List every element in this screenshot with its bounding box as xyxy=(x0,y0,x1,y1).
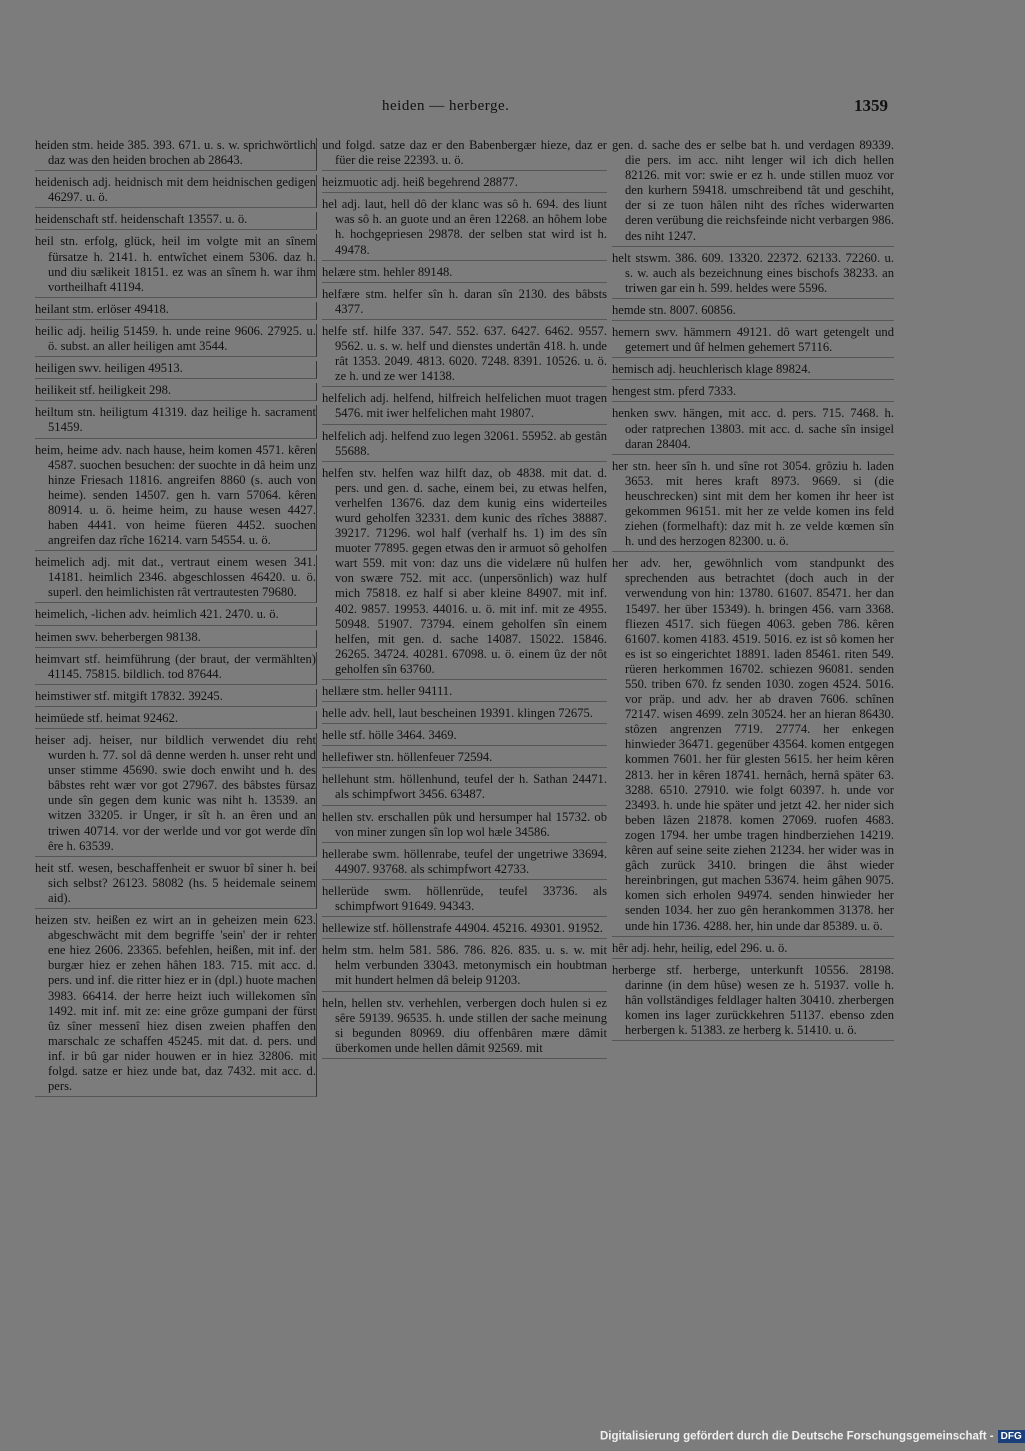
dictionary-entry: hengest stm. pferd 7333. xyxy=(612,384,894,402)
dictionary-entry: her stn. heer sîn h. und sîne rot 3054. grôziu h. laden 3653. mit heres kraft 8973. 9669. si (die heuschrecken) sint mit dem her komen ihr heer ist gekommen 96151. mit her ze velde komen ins feld ziehen (formelhaft): daz mit h. ze velde kœmen sîn h. und des herzogen 82300. u. ö. xyxy=(612,459,894,553)
dictionary-entry: heiser adj. heiser, nur bildlich verwendet diu reht wurden h. 77. sol dâ denne werden h. unser reht und unser stimme 45690. swie doch enwiht und h. des bâbstes reht wær vor got 27967. des bâbstes fürsaz unde sîn gegen dem kunic was niht h. 13539. an witzen 33205. ir Unger, ir sît h. an êren und an triwen 40714. vor der werlde und vor got werde dîn êre h. 63539. xyxy=(35,733,317,857)
footer-credit xyxy=(600,1430,1022,1446)
dictionary-entry: und folgd. satze daz er den Babenbergær hieze, daz er füer die reise 22393. u. ö. xyxy=(322,138,607,171)
dictionary-entry: heimelich, -lichen adv. heimlich 421. 2470. u. ö. xyxy=(35,607,317,625)
dictionary-entry: heimen swv. beherbergen 98138. xyxy=(35,630,317,648)
dictionary-entry: heizen stv. heißen ez wirt an in geheizen mein 623. abgeschwächt mit dem begriffe 'sein' der ir rehter ene hiez 2606. 23365. befehlen, heißen, mit inf. der burgær hiez er zehen hâhen 183. 715. mit acc. d. pers. und inf. die ritter hiez er in (dpl.) huote machen 3983. 66414. der herre heizt iuch willekomen sîn 1492. mit inf. mit ze: eine grôze gumpani der fürst ûz sîner messenî hiez disen zweien phaffen den marschalc ze schaffen 45245. mit dat. d. pers. und inf. ir bû gar nider houwen er in hiez 32806. mit folgd. satze er hiez unde bat, daz 7432. mit acc. d. pers. xyxy=(35,913,317,1097)
dictionary-entry: helt stswm. 386. 609. 13320. 22372. 62133. 72260. u. s. w. auch als bezeichnung eines bischofs 38233. an triwen gar ein h. 599. heldes were 5596. xyxy=(612,251,894,299)
dictionary-entry: hellehunt stm. höllenhund, teufel der h. Sathan 24471. als schimpfwort 3456. 63487. xyxy=(322,772,607,805)
dictionary-entry: hellewize stf. höllenstrafe 44904. 45216. 49301. 91952. xyxy=(322,921,607,939)
dictionary-entry: heilic adj. heilig 51459. h. unde reine 9606. 27925. u. ö. subst. an aller heiligen amt 3544. xyxy=(35,324,317,357)
dictionary-entry: helle stf. hölle 3464. 3469. xyxy=(322,728,607,746)
dictionary-entry: hellen stv. erschallen pûk und hersumper hal 15732. ob von miner zungen sîn lop wol hæle 34586. xyxy=(322,810,607,843)
dictionary-entry: heim, heime adv. nach hause, heim komen 4571. kêren 4587. suochen besuchen: der suochte in dâ heim unz hinze Friesach 11816. angreifen 8860 (s. auch von heime). senden 14507. gen h. varn 57064. kêren 80914. u. ö. heime heim, zu hause wesen 4427. haben 4441. von heime füeren 4452. suochen angreifen daz rîche 16214. varn 54554. u. ö. xyxy=(35,443,317,552)
dictionary-entry: hel adj. laut, hell dô der klanc was sô h. 694. des liunt was sô h. an guote und an êren 12268. an hôhem lobe h. hochgepriesen 29878. der selben stat wird ist h. 49478. xyxy=(322,197,607,260)
dictionary-entry: hellerüde swm. höllenrüde, teufel 33736. als schimpfwort 91649. 94343. xyxy=(322,884,607,917)
dictionary-entry: heiltum stn. heiligtum 41319. daz heilige h. sacrament 51459. xyxy=(35,405,317,438)
column-2 xyxy=(322,138,607,1063)
page-number: 1359 xyxy=(854,96,888,115)
dictionary-entry: heiligen swv. heiligen 49513. xyxy=(35,361,317,379)
dictionary-entry: helfelich adj. helfend zuo legen 32061. 55952. ab gestân 55688. xyxy=(322,429,607,462)
dictionary-entry: hêr adj. hehr, heilig, edel 296. u. ö. xyxy=(612,941,894,959)
dictionary-entry: helære stm. hehler 89148. xyxy=(322,265,607,283)
dictionary-entry: helfelich adj. helfend, hilfreich helfelichen muot tragen 5476. mit iwer helfelichen maht 19807. xyxy=(322,391,607,424)
dictionary-entry: her adv. her, gewöhnlich vom standpunkt des sprechenden aus betrachtet (doch auch in der verwendung von hin: 13780. 61607. 85471. her dan 15497. her über 15349). h. bringen 456. varn 3368. fliezen 4517. sich füegen 4063. geben 786. kêren 61607. komen 4183. 4519. 5016. ez ist sô komen her es ist so eingerichtet 18891. laden 85461. riten 549. rüeren herkommen 16702. schiezen 96081. senden 550. triben 670. fz senden 1030. zogen 4524. 5016. vor präp. und adv. her ab draven 7606. schînen 72147. wisen 4699. zeln 30524. her an hieran 86430. stôzen angrenzen 7719. 27774. her enkegen hinwieder 36471. gegenüber 43564. komen entgegen kommen 7601. her für glesten 5615. her heim kêren 2813. her in kêren 18741. hernâch, hernâ später 63. 3288. 6510. 27910. wie folgt 60397. h. unde vor 23493. h. unde hie später und jetzt 42. her nider sich beben lâzen 21878. komen 27069. ruofen 4683. zogen 1794. her umbe tragen hindberziehen 14219. kêren auf seine seite ziehen 21234. her wider was in gâch zurück 3410. bringen die âhst wieder hereinbringen, gut machen 53674. heim gâhen 9075. komen sich erholen 94974. senden hinwieder her senden 1034. her zuo gên herankommen 31378. her unde hin 1736. 4288. her, hin unde dar 85389. u. ö. xyxy=(612,556,894,936)
dictionary-entry: helfe stf. hilfe 337. 547. 552. 637. 6427. 6462. 9557. 9562. u. s. w. helf und dienstes undertân 418. h. unde rât 1353. 2049. 4813. 6020. 7248. 8391. 10526. u. ö. ze h. und ze wer 14138. xyxy=(322,324,607,387)
dictionary-entry: henken swv. hängen, mit acc. d. pers. 715. 7468. h. oder ratprechen 13803. mit acc. d. sache sîn insigel daran 28404. xyxy=(612,406,894,454)
dictionary-entry: helfen stv. helfen waz hilft daz, ob 4838. mit dat. d. pers. und gen. d. sache, einem bei, zu etwas helfen, verhelfen 13676. daz dem kunig eins widerteiles wurd geholfen 32331. dem kunic des rîches 38887. 39217. 71296. wol half (verhalf hs. 1) im des sîn muoter 77895. gegen etwas den ir armuot sô geholfen wart 559. mit von: daz uns die videlære nû hulfen von swære 752. mit acc. (unpersönlich) waz hulf mich 75818. ez half si aber kleine 84907. mit inf. 402. 9857. 19953. 44016. u. ö. mit inf. mit ze 4955. 50948. 51907. 73794. einem geholfen sîn einem helfen, mit gen. d. sache 14087. 15022. 15846. 26265. 34724. 40281. 67098. u. ö. einem ûz der nôt geholfen sîn 63760. xyxy=(322,466,607,680)
dictionary-entry: heimüede stf. heimat 92462. xyxy=(35,711,317,729)
dictionary-entry: hellære stm. heller 94111. xyxy=(322,684,607,702)
dictionary-entry: heln, hellen stv. verhehlen, verbergen doch hulen si ez sêre 59139. 96535. h. unde stillen der sache meinung si begunden 80969. diu offenbâren mære dâmit überkomen unde hellen dâmit 92569. mit xyxy=(322,996,607,1059)
running-head-title: heiden — herberge. xyxy=(382,98,510,114)
dictionary-entry: heiden stm. heide 385. 393. 671. u. s. w. sprichwörtlich daz was den heiden brochen ab 28643. xyxy=(35,138,317,171)
dictionary-entry: heit stf. wesen, beschaffenheit er swuor bî siner h. bei sich selbst? 26123. 58082 (hs. 5 heidemale seinem aid). xyxy=(35,861,317,909)
dictionary-entry: helm stm. helm 581. 586. 786. 826. 835. u. s. w. mit helm verbunden 33043. metonymisch ein houbtman mit hundert helmen dâ beleip 91203. xyxy=(322,943,607,991)
dictionary-entry: heizmuotic adj. heiß begehrend 28877. xyxy=(322,175,607,193)
column-3 xyxy=(612,138,894,1045)
dictionary-entry: heimvart stf. heimführung (der braut, der vermählten) 41145. 75815. bildlich. tod 87644. xyxy=(35,652,317,685)
dfg-logo: DFG xyxy=(998,1430,1025,1443)
dictionary-entry: heimelich adj. mit dat., vertraut einem wesen 341. 14181. heimlich 2346. abgeschlossen 46420. u. ö. superl. den heimlichisten rât vertrautesten 79680. xyxy=(35,555,317,603)
column-1 xyxy=(35,138,317,1101)
dictionary-entry: gen. d. sache des er selbe bat h. und verdagen 89339. die pers. im acc. niht lenger wil ich dich hellen 82126. mit vor: swie er ez h. unde stillen muoz vor den kurhern 59418. umschreibend tât und geschiht, der si ze tuon hâlen niht des rîches widerwarten deren verübung die reichsfeinde nicht verbargen 986. des niht 1247. xyxy=(612,138,894,247)
dictionary-entry: heilant stm. erlöser 49418. xyxy=(35,302,317,320)
dictionary-entry: helfære stm. helfer sîn h. daran sîn 2130. des bâbsts 4377. xyxy=(322,287,607,320)
dictionary-entry: herberge stf. herberge, unterkunft 10556. 28198. darinne (in dem hûse) wesen ze h. 51937. volle h. hân vollständiges feldlager halten 30410. zherbergen komen ins lager zurückkehren 51137. ebenso zden herbergen k. 51383. ze herberg k. 51410. u. ö. xyxy=(612,963,894,1041)
dictionary-entry: heilikeit stf. heiligkeit 298. xyxy=(35,383,317,401)
dictionary-entry: heimstiwer stf. mitgift 17832. 39245. xyxy=(35,689,317,707)
footer-credit-text: Digitalisierung gefördert durch die Deutsche Forschungsgemeinschaft - xyxy=(600,1430,994,1443)
dictionary-entry: heidenisch adj. heidnisch mit dem heidnischen gedigen 46297. u. ö. xyxy=(35,175,317,208)
dictionary-entry: helle adv. hell, laut bescheinen 19391. klingen 72675. xyxy=(322,706,607,724)
dictionary-entry: heil stn. erfolg, glück, heil im volgte mit an sînem fürsatze h. 2141. h. entwîchet einem 5306. daz h. und diu sælikeit 18151. ez was an sînem h. war ihm vortheilhaft 41194. xyxy=(35,234,317,297)
dictionary-entry: hellefiwer stn. höllenfeuer 72594. xyxy=(322,750,607,768)
dictionary-entry: hemisch adj. heuchlerisch klage 89824. xyxy=(612,362,894,380)
dictionary-entry: hemern swv. hämmern 49121. dô wart getengelt und getemert und ûf helmen gehemert 57116. xyxy=(612,325,894,358)
dictionary-entry: heidenschaft stf. heidenschaft 13557. u. ö. xyxy=(35,212,317,230)
dictionary-entry: hemde stn. 8007. 60856. xyxy=(612,303,894,321)
dictionary-entry: hellerabe swm. höllenrabe, teufel der ungetriwe 33694. 44907. 93768. als schimpfwort 42733. xyxy=(322,847,607,880)
